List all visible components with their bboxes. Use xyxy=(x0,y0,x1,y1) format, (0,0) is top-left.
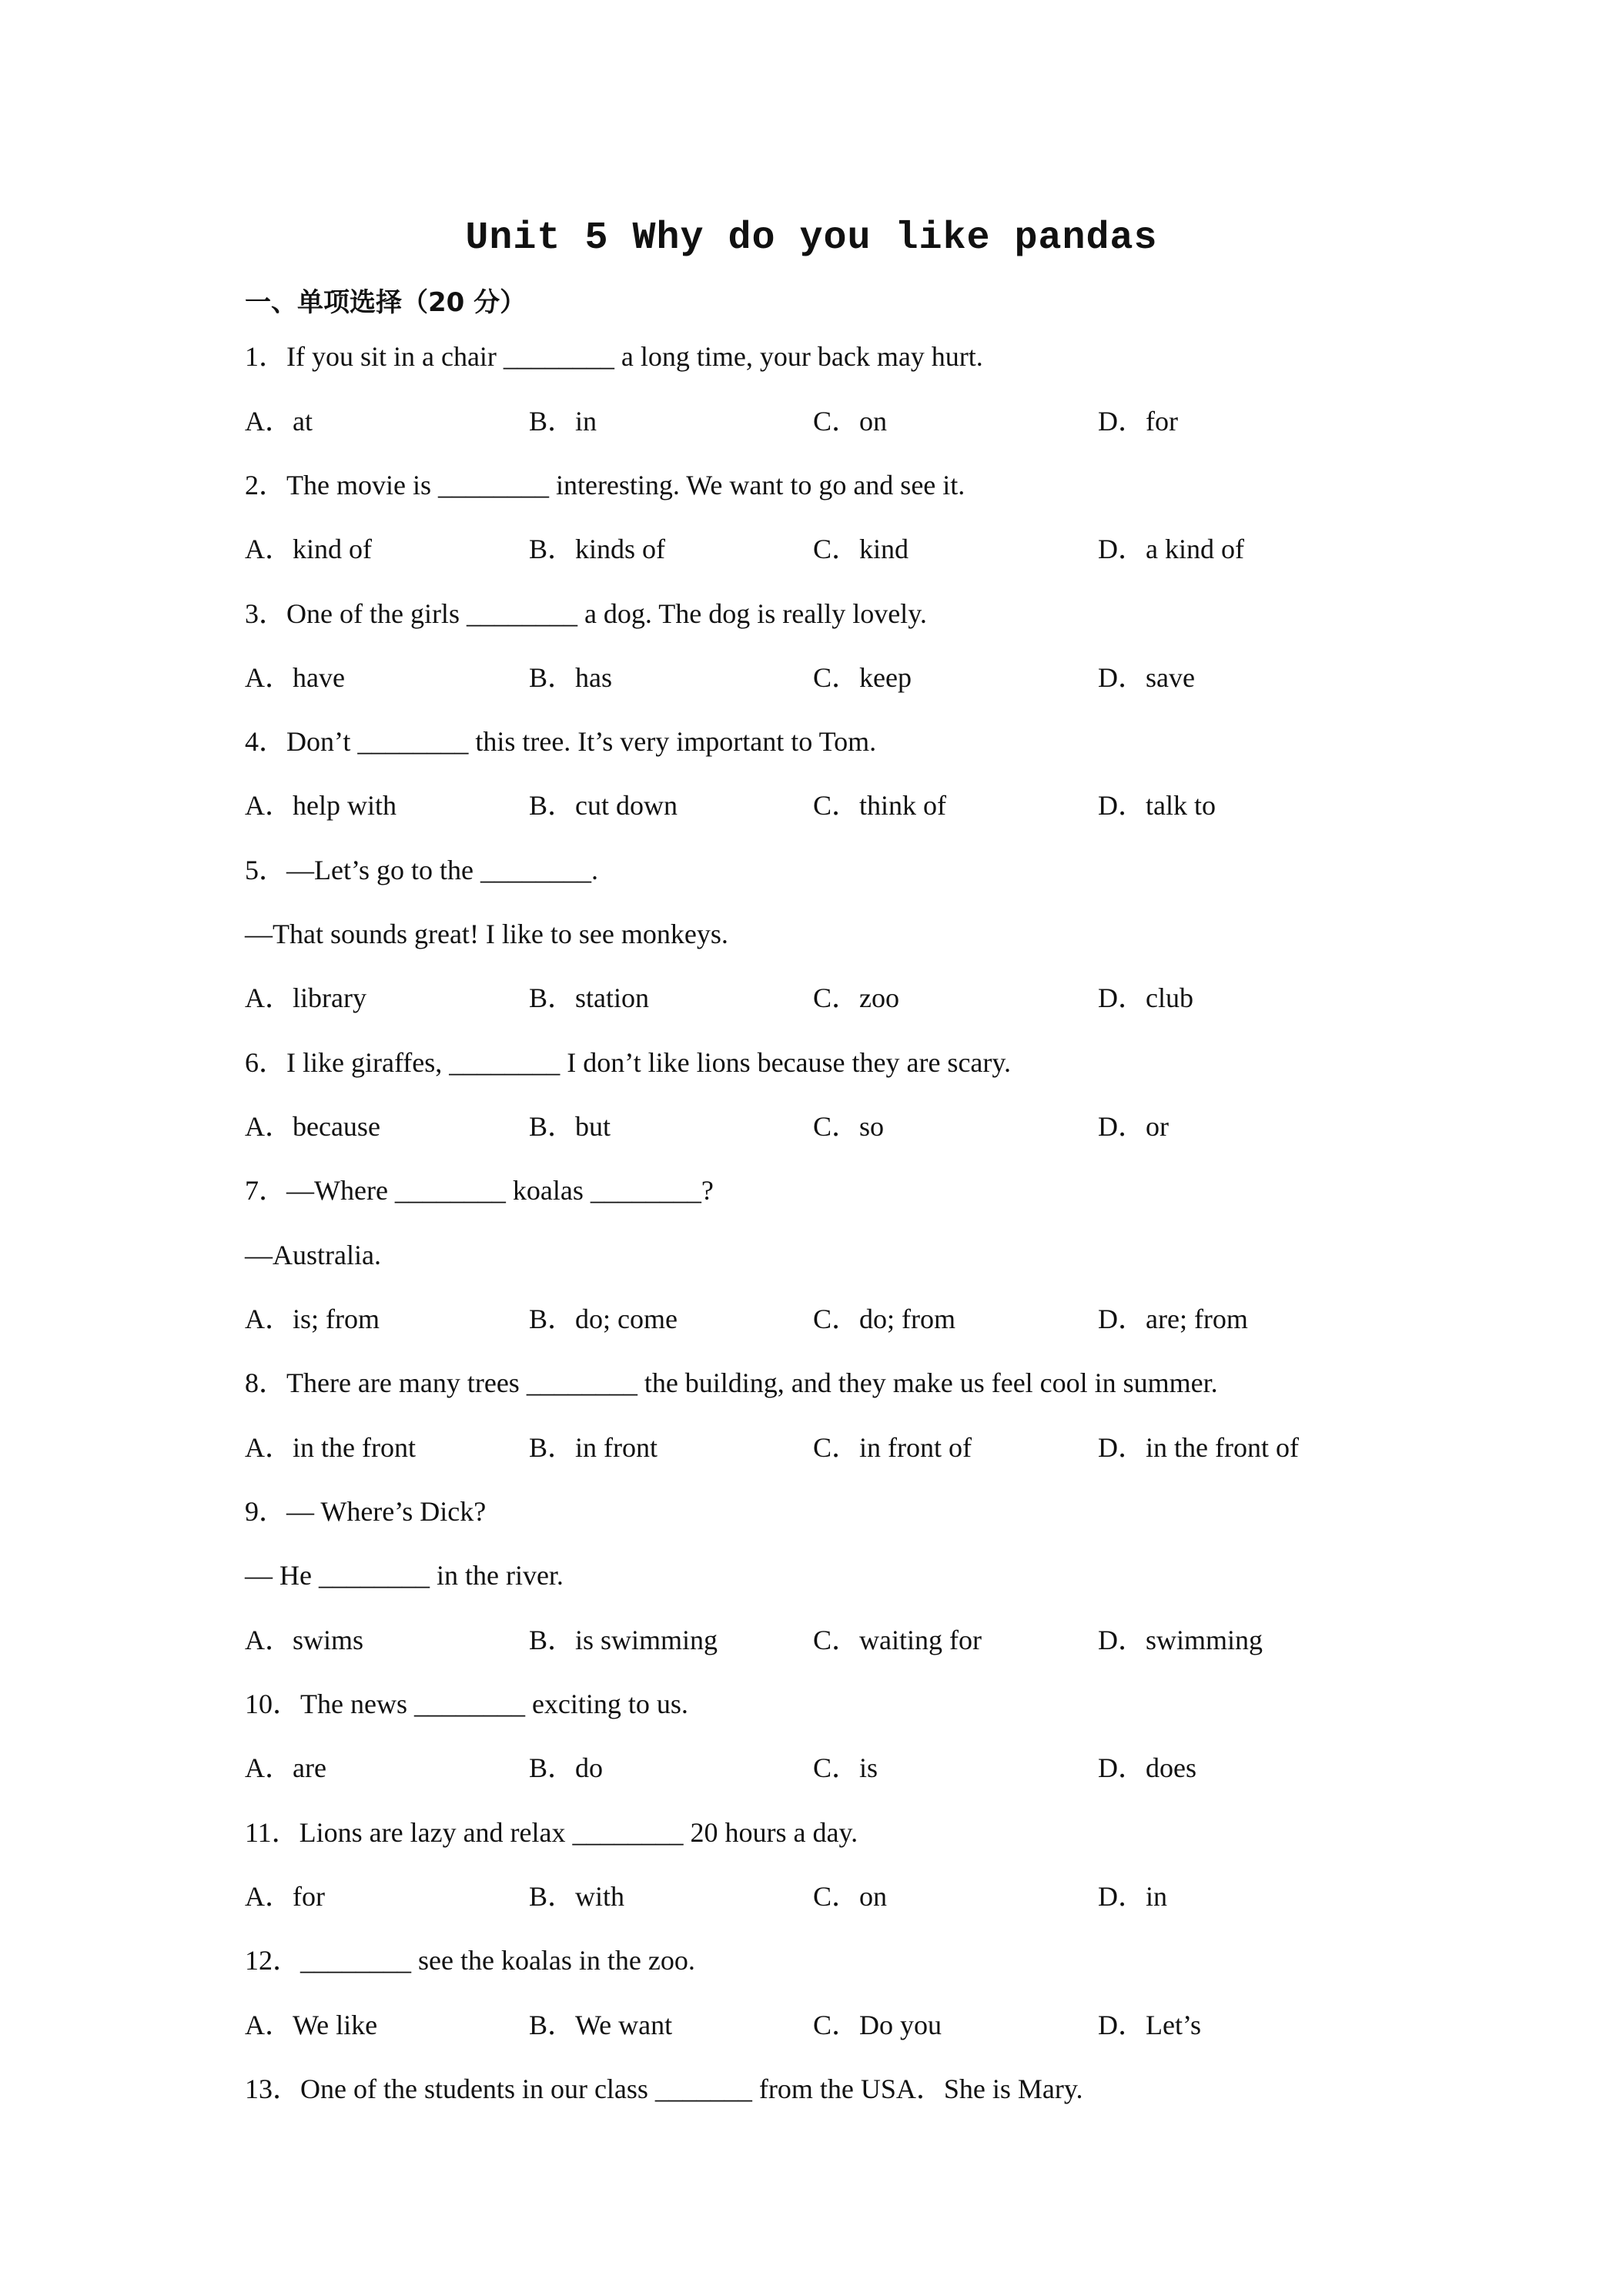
question-text: 1．If you sit in a chair ________ a long time, your back may hurt. xyxy=(245,341,983,372)
option-a[interactable]: A．have xyxy=(245,662,345,693)
question-text: — He ________ in the river. xyxy=(245,1560,564,1591)
option-c[interactable]: C．zoo xyxy=(813,982,899,1013)
option-row xyxy=(245,402,1400,440)
option-row xyxy=(245,1749,1400,1787)
option-c[interactable]: C．in front of xyxy=(813,1432,972,1463)
option-d[interactable]: D．club xyxy=(1098,982,1193,1013)
option-d[interactable]: D．in the front of xyxy=(1098,1432,1299,1463)
option-a[interactable]: A．at xyxy=(245,406,313,437)
option-row xyxy=(245,530,1400,568)
question-text: 9．— Where’s Dick? xyxy=(245,1496,487,1527)
option-row xyxy=(245,658,1400,697)
option-d[interactable]: D．in xyxy=(1098,1881,1168,1912)
question-text: 6．I like giraffes, ________ I don’t like lions because they are scary. xyxy=(245,1047,1012,1078)
option-b[interactable]: B．We want xyxy=(529,2010,673,2040)
option-a[interactable]: A．kind of xyxy=(245,534,372,564)
option-row xyxy=(245,1877,1400,1916)
option-a[interactable]: A．for xyxy=(245,1881,325,1912)
option-c[interactable]: C．so xyxy=(813,1111,885,1142)
question-text: 8．There are many trees ________ the building, and they make us feel cool in summer. xyxy=(245,1367,1218,1398)
option-d[interactable]: D．or xyxy=(1098,1111,1169,1142)
option-a[interactable]: A．are xyxy=(245,1752,326,1783)
option-a[interactable]: A．because xyxy=(245,1111,380,1142)
option-d[interactable]: D．swimming xyxy=(1098,1625,1263,1655)
option-c[interactable]: C．do; from xyxy=(813,1304,955,1334)
question-text: 10．The news ________ exciting to us. xyxy=(245,1689,688,1719)
option-d[interactable]: D．for xyxy=(1098,406,1178,437)
question-text: 3．One of the girls ________ a dog. The dog is really lovely. xyxy=(245,598,927,629)
option-a[interactable]: A．library xyxy=(245,982,366,1013)
option-d[interactable]: D．a kind of xyxy=(1098,534,1244,564)
option-d[interactable]: D．save xyxy=(1098,662,1195,693)
question-text: 4．Don’t ________ this tree. It’s very important to Tom. xyxy=(245,726,877,757)
option-b[interactable]: B．but xyxy=(529,1111,611,1142)
option-d[interactable]: D．are; from xyxy=(1098,1304,1248,1334)
question-text: 11．Lions are lazy and relax ________ 20 hours a day. xyxy=(245,1817,858,1848)
option-b[interactable]: B．do; come xyxy=(529,1304,678,1334)
option-c[interactable]: C．waiting for xyxy=(813,1625,982,1655)
option-d[interactable]: D．does xyxy=(1098,1752,1196,1783)
question-text: —That sounds great! I like to see monkeys. xyxy=(245,919,728,949)
option-b[interactable]: B．cut down xyxy=(529,790,678,821)
option-b[interactable]: B．do xyxy=(529,1752,604,1783)
option-b[interactable]: B．has xyxy=(529,662,613,693)
option-a[interactable]: A．is; from xyxy=(245,1304,380,1334)
page-title: Unit 5 Why do you like pandas xyxy=(465,216,1158,260)
option-a[interactable]: A．help with xyxy=(245,790,397,821)
option-b[interactable]: B．is swimming xyxy=(529,1625,718,1655)
option-row xyxy=(245,1428,1400,1467)
question-text: 13．One of the students in our class _______ from the USA．She is Mary. xyxy=(245,2073,1083,2104)
option-b[interactable]: B．kinds of xyxy=(529,534,666,564)
question-text: 12．________ see the koalas in the zoo. xyxy=(245,1945,695,1976)
option-row xyxy=(245,979,1400,1017)
option-c[interactable]: C．Do you xyxy=(813,2010,942,2040)
question-text: 2．The movie is ________ interesting. We want to go and see it. xyxy=(245,470,965,500)
option-c[interactable]: C．is xyxy=(813,1752,878,1783)
option-c[interactable]: C．kind xyxy=(813,534,909,564)
option-row xyxy=(245,2006,1400,2044)
option-c[interactable]: C．think of xyxy=(813,790,947,821)
option-c[interactable]: C．keep xyxy=(813,662,912,693)
option-a[interactable]: A．in the front xyxy=(245,1432,416,1463)
option-b[interactable]: B．station xyxy=(529,982,650,1013)
option-row xyxy=(245,1300,1400,1338)
option-d[interactable]: D．talk to xyxy=(1098,790,1216,821)
option-c[interactable]: C．on xyxy=(813,1881,888,1912)
option-c[interactable]: C．on xyxy=(813,406,888,437)
option-row xyxy=(245,1107,1400,1146)
option-b[interactable]: B．with xyxy=(529,1881,625,1912)
option-row xyxy=(245,1621,1400,1659)
option-row xyxy=(245,786,1400,825)
question-text: 7．—Where ________ koalas ________? xyxy=(245,1175,714,1206)
question-text: 5．—Let’s go to the ________. xyxy=(245,855,598,885)
option-b[interactable]: B．in xyxy=(529,406,597,437)
option-b[interactable]: B．in front xyxy=(529,1432,658,1463)
option-d[interactable]: D．Let’s xyxy=(1098,2010,1201,2040)
option-a[interactable]: A．swims xyxy=(245,1625,364,1655)
option-a[interactable]: A．We like xyxy=(245,2010,378,2040)
question-text: —Australia. xyxy=(245,1240,381,1270)
section-heading: 一、单项选择（20 分） xyxy=(245,287,527,318)
